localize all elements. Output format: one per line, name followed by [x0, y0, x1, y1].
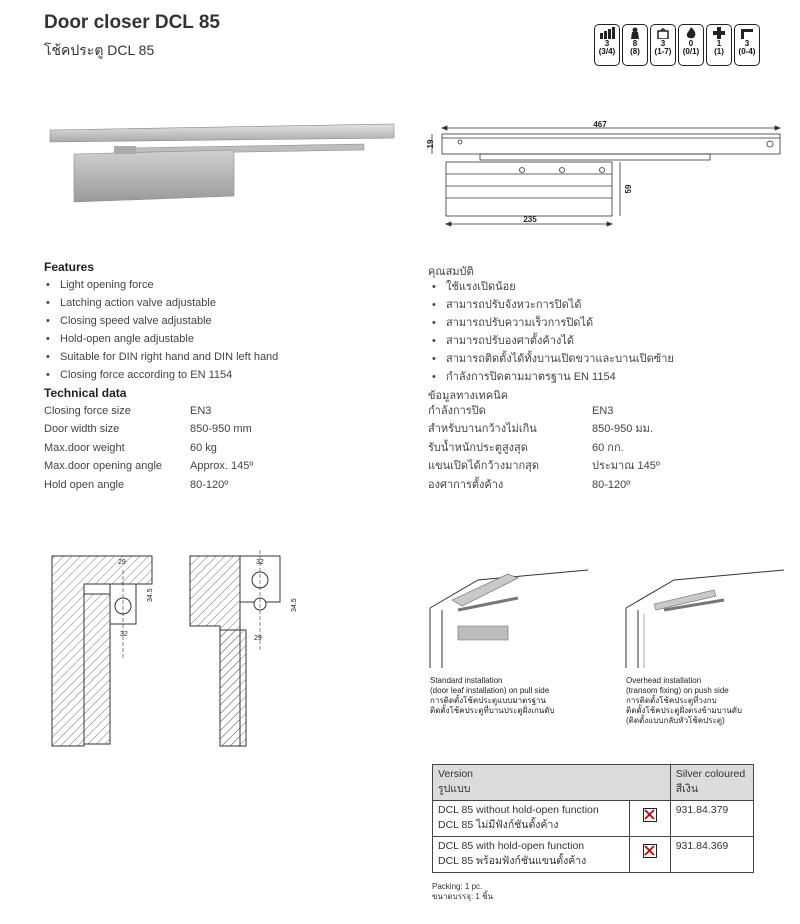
row-label: Max.door weight [44, 441, 125, 454]
table-header-row [433, 765, 754, 801]
row-label: Max.door opening angle [44, 460, 163, 473]
page-subtitle: โช้คประตู DCL 85 [44, 42, 155, 58]
product-illustration [44, 118, 400, 208]
caption-line: การติดตั้งโช้คประตูที่วงกบ [626, 696, 717, 705]
closing-force-icon [599, 27, 615, 39]
row-label: องศาการตั้งค้าง [428, 478, 504, 491]
list-item: • Closing force according to EN 1154 [46, 366, 278, 384]
fire-icon [683, 27, 699, 39]
dim-32: 32 [256, 559, 264, 566]
dimension-drawing [420, 118, 790, 230]
badge-sub: (0-4) [738, 47, 756, 56]
x-mark-icon [643, 844, 657, 858]
technical-table [44, 402, 253, 494]
row-value: 850-950 มม. [592, 423, 653, 436]
badge-sub: (1-7) [654, 47, 672, 56]
row-label: แขนเปิดได้กว้างมากสุด [428, 460, 540, 473]
row-label: Hold open angle [44, 478, 125, 491]
row-value: EN3 [190, 405, 212, 417]
version-name-en: DCL 85 without hold-open function [438, 804, 599, 816]
caption-line: (ติดตั้งแบบกลับหัวโช้คประตู) [626, 716, 725, 725]
row-value: ประมาณ 145º [592, 460, 660, 473]
standard-installation-illustration [428, 560, 598, 668]
list-item: • ใช้แรงเปิดน้อย [432, 278, 674, 296]
caption-line: Overhead installation [626, 676, 702, 685]
dim-32: 32 [120, 631, 128, 638]
dim-34-5: 34.5 [147, 588, 154, 602]
version-name-th: DCL 85 ไม่มีฟังก์ชันตั้งค้าง [438, 819, 559, 831]
version-table [432, 764, 754, 873]
list-item: • กำลังการปิดตามมาตรฐาน EN 1154 [432, 368, 674, 386]
row-value: Approx. 145º [190, 460, 254, 473]
header-color-en: Silver coloured [675, 768, 746, 780]
header-color-th: สีเงิน [675, 783, 699, 795]
version-name [433, 801, 630, 837]
list-item: • Hold-open angle adjustable [46, 330, 278, 348]
row-label: Door width size [44, 423, 120, 436]
handle-icon [739, 27, 755, 39]
version-name [433, 837, 630, 873]
badge-handle [734, 24, 760, 66]
badge-certification [650, 24, 676, 66]
packing-en: Packing: 1 pc. [432, 882, 483, 891]
row-value: EN3 [592, 405, 614, 417]
version-mark [629, 801, 670, 837]
badge-sub: (8) [630, 47, 640, 56]
section-drawings [44, 550, 334, 750]
badge-fire [678, 24, 704, 66]
list-item: • Closing speed valve adjustable [46, 312, 278, 330]
dim-29: 29 [118, 559, 126, 566]
header-version [433, 765, 671, 801]
badge-value: 3 [744, 39, 750, 48]
features-list [46, 276, 278, 384]
door-weight-icon [627, 27, 643, 39]
version-code: 931.84.369 [670, 837, 753, 873]
certification-icon [655, 27, 671, 39]
table-row [428, 476, 660, 494]
version-code: 931.84.379 [670, 801, 753, 837]
table-row [428, 420, 660, 438]
row-label: สำหรับบานกว้างไม่เกิน [428, 423, 537, 436]
badge-cross [706, 24, 732, 66]
badge-sub: (1) [714, 47, 724, 56]
list-item: • Suitable for DIN right hand and DIN left hand [46, 348, 278, 366]
technical-title-th: ข้อมูลทางเทคนิค [428, 390, 509, 402]
list-item: • Light opening force [46, 276, 278, 294]
list-item: • สามารถปรับความเร็วการปิดได้ [432, 314, 674, 332]
table-row [433, 837, 754, 873]
row-label: รับน้ำหนักประตูสูงสุด [428, 441, 528, 454]
features-title-th: คุณสมบัติ [428, 266, 474, 278]
dim-body-height: 59 [624, 184, 633, 194]
row-value: 80-120º [190, 478, 229, 491]
table-row [428, 402, 660, 420]
overhead-installation-caption [626, 676, 742, 726]
cross-icon [711, 27, 727, 39]
version-mark [629, 837, 670, 873]
features-list-th [432, 278, 674, 386]
badge-value: 3 [604, 39, 610, 48]
packing-info [432, 882, 493, 902]
dim-body-length: 235 [523, 215, 537, 224]
table-row [44, 439, 253, 457]
caption-line: การติดตั้งโช้คประตูแบบมาตรฐาน [430, 696, 547, 705]
row-label: กำลังการปิด [428, 405, 486, 417]
badge-closing-force [594, 24, 620, 66]
caption-line: ติดตั้งโช้คประตูที่บานประตูฝั่งเกนดับ [430, 706, 555, 715]
badge-door-weight [622, 24, 648, 66]
list-item: • Latching action valve adjustable [46, 294, 278, 312]
list-item: • สามารถปรับองศาตั้งค้างได้ [432, 332, 674, 350]
row-value: 80-120º [592, 478, 631, 491]
badge-value: 3 [660, 39, 666, 48]
header-version-th: รูปแบบ [438, 783, 471, 795]
caption-line: Standard installation [430, 676, 503, 685]
table-row [44, 476, 253, 494]
list-item: • สามารถปรับจังหวะการปิดได้ [432, 296, 674, 314]
technical-table-th [428, 402, 660, 494]
row-value: 60 กก. [592, 441, 624, 454]
standard-installation-caption [430, 676, 555, 716]
page-title: Door closer DCL 85 [44, 12, 220, 33]
property-badges [594, 24, 760, 66]
caption-line: (transom fixing) on push side [626, 686, 729, 695]
table-row [428, 439, 660, 457]
table-row [428, 457, 660, 475]
overhead-installation-illustration [624, 560, 794, 668]
features-title: Features [44, 260, 95, 274]
dim-rail-height: 19 [426, 139, 435, 149]
badge-value: 8 [632, 39, 638, 48]
caption-line: ติดตั้งโช้คประตูฝั่งตรงข้ามบานดับ [626, 706, 742, 715]
row-label: Closing force size [44, 405, 131, 417]
version-name-th: DCL 85 พร้อมฟังก์ชันแขนตั้งค้าง [438, 855, 587, 867]
badge-sub: (0/1) [682, 47, 700, 56]
packing-th: ขนาดบรรจุ: 1 ชิ้น [432, 892, 493, 901]
row-value: 850-950 mm [190, 423, 252, 436]
table-row [44, 402, 253, 420]
version-name-en: DCL 85 with hold-open function [438, 840, 585, 852]
table-row [433, 801, 754, 837]
badge-sub: (3/4) [598, 47, 616, 56]
table-row [44, 457, 253, 475]
badge-value: 0 [688, 39, 694, 48]
dim-total-length: 467 [593, 120, 607, 129]
x-mark-icon [643, 808, 657, 822]
caption-line: (door leaf installation) on pull side [430, 686, 550, 695]
dim-34-5: 34.5 [291, 598, 298, 612]
badge-value: 1 [716, 39, 722, 48]
header-version-en: Version [438, 768, 474, 780]
header-color [670, 765, 753, 801]
row-value: 60 kg [190, 441, 217, 454]
table-row [44, 420, 253, 438]
technical-title: Technical data [44, 386, 127, 400]
list-item: • สามารถติดตั้งได้ทั้งบานเปิดขวาและบานเปิดซ้าย [432, 350, 674, 368]
dim-29: 29 [254, 635, 262, 642]
